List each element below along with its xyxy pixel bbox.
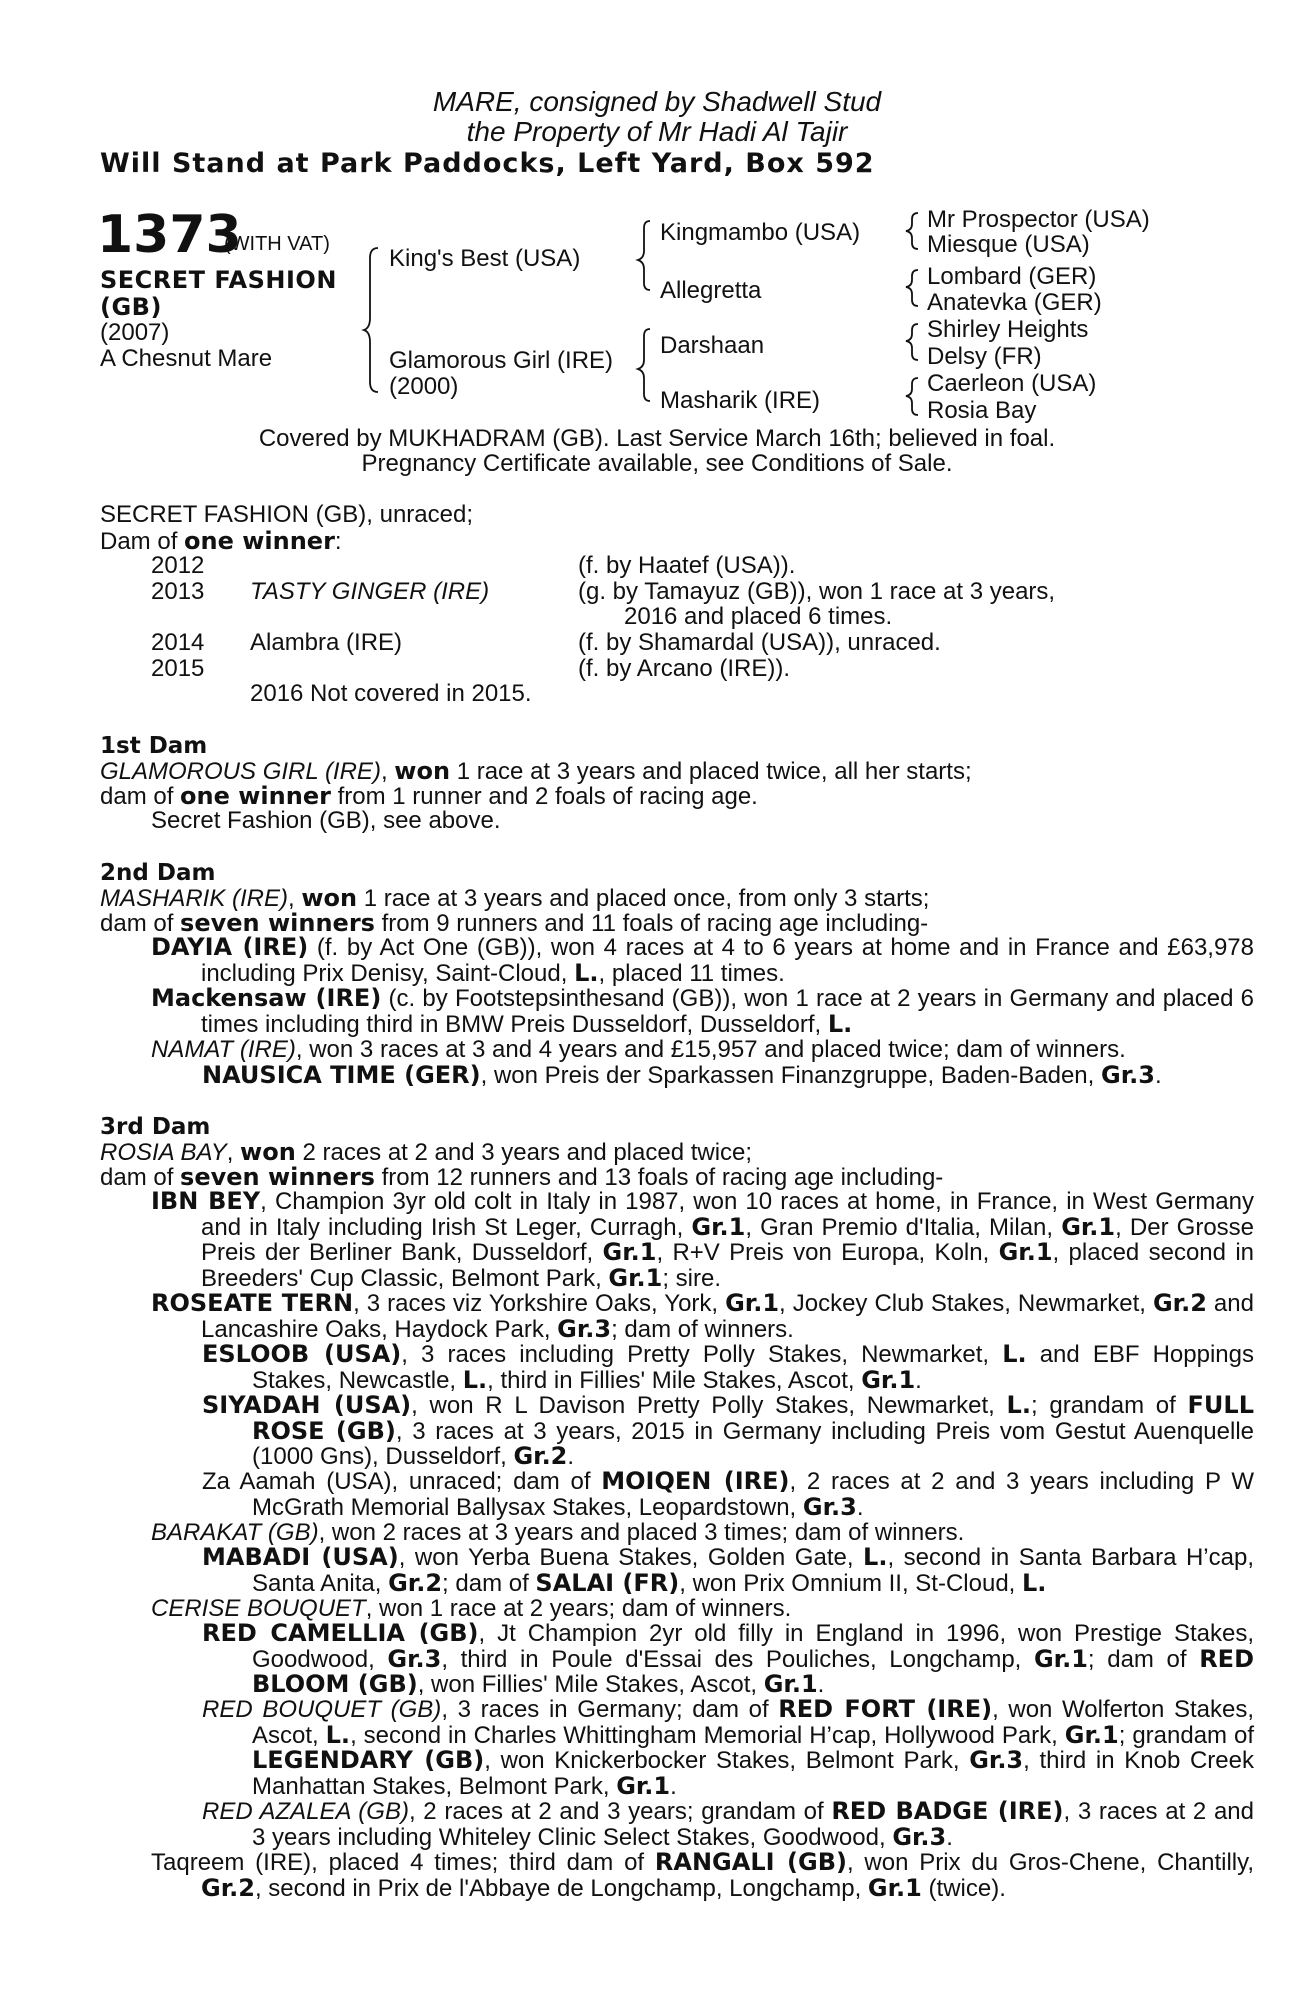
produce-year-2014: 2014: [151, 629, 205, 656]
entry-namat: NAMAT (IRE), won 3 races at 3 and 4 years and £15,957 and placed twice; dam of winners.: [151, 1036, 1126, 1063]
produce-intro: SECRET FASHION (GB), unraced;: [100, 501, 473, 528]
produce-details-2015: (f. by Arcano (IRE)).: [578, 655, 791, 682]
third-dam-heading: 3rd Dam: [100, 1114, 211, 1140]
entry-red-bouquet: RED BOUQUET (GB), 3 races in Germany; dam of RED FORT (IRE), won Wolferton Stakes, Ascot, L., second in Charles Whittingham Memorial H’cap, Hollywood Park, Gr.1; grandam of LEGENDARY (GB), won Knickerbocker Stakes, Belmont Park, Gr.3, third in Knob Creek Manhattan Stakes, Belmont Park, Gr.1.: [202, 1695, 1255, 1800]
pedigree-sire: King's Best (USA): [389, 245, 581, 272]
entry-dayia: DAYIA (IRE) (f. by Act One (GB)), won 4 races at 4 to 6 years at home and in France and £63,978 including Prix Denisy, Saint-Cloud, L., placed 11 times.: [151, 933, 1254, 987]
pedigree-sdd: Anatevka (GER): [927, 289, 1102, 316]
entry-siyadah: SIYADAH (USA), won R L Davison Pretty Polly Stakes, Newmarket, L.; grandam of FULL ROSE (GB), 3 races at 3 years, 2015 in Germany including Preis vom Gestut Auenquelle (1000 Gns), Dusseldorf, Gr.2.: [202, 1391, 1254, 1470]
pedigree-sire-sire: Kingmambo (USA): [660, 219, 861, 246]
pedigree-sds: Lombard (GER): [927, 263, 1097, 290]
covered-line-2: Pregnancy Certificate available, see Conditions of Sale.: [361, 450, 953, 477]
entry-mackensaw: Mackensaw (IRE) (c. by Footstepsinthesand (GB)), won 1 race at 2 years in Germany and placed 6 times including third in BMW Preis Dusseldorf, Dusseldorf, L.: [151, 984, 1255, 1038]
pedigree-dss: Shirley Heights: [927, 316, 1089, 343]
pedigree-dam-year: (2000): [389, 373, 459, 400]
produce-name-2014: Alambra (IRE): [250, 629, 403, 656]
pedigree-ssd: Miesque (USA): [927, 231, 1090, 258]
pedigree-dam: Glamorous Girl (IRE): [389, 347, 614, 374]
entry-barakat: BARAKAT (GB), won 2 races at 3 years and placed 3 times; dam of winners.: [151, 1519, 965, 1546]
entry-roseate-tern: ROSEATE TERN, 3 races viz Yorkshire Oaks, York, Gr.1, Jockey Club Stakes, Newmarket, Gr.2 and Lancashire Oaks, Haydock Park, Gr.3; dam of winners.: [151, 1289, 1254, 1343]
produce-details-2013: (g. by Tamayuz (GB)), won 1 race at 3 years,: [578, 578, 1056, 605]
header-line-1: MARE, consigned by Shadwell Stud: [432, 86, 882, 117]
pedigree-sire-dam: Allegretta: [660, 277, 762, 304]
vat-note: (WITH VAT): [224, 233, 330, 255]
pedigree-dam-dam: Masharik (IRE): [660, 387, 821, 414]
pedigree-ddd: Rosia Bay: [927, 397, 1037, 424]
entry-red-azalea: RED AZALEA (GB), 2 races at 2 and 3 years; grandam of RED BADGE (IRE), 3 races at 2 and 3 years including Whiteley Clinic Select Stakes, Goodwood, Gr.3.: [202, 1797, 1254, 1851]
pedigree-sss: Mr Prospector (USA): [927, 206, 1150, 233]
covered-line-1: Covered by MUKHADRAM (GB). Last Service March 16th; believed in foal.: [258, 425, 1056, 452]
entry-red-camellia: RED CAMELLIA (GB), Jt Champion 2yr old filly in England in 1996, won Prestige Stakes, Goodwood, Gr.3, third in Poule d'Essai des Pouliches, Longchamp, Gr.1; dam of RED BLOOM (GB), won Fillies' Mile Stakes, Ascot, Gr.1.: [202, 1619, 1254, 1698]
dam-of-line: Dam of one winner:: [100, 527, 342, 555]
horse-name: SECRET FASHION: [100, 266, 337, 294]
first-dam-line-1: GLAMOROUS GIRL (IRE), won 1 race at 3 years and placed twice, all her starts;: [100, 757, 972, 785]
produce-details-2013-cont: 2016 and placed 6 times.: [624, 603, 893, 630]
produce-year-2013: 2013: [151, 578, 205, 605]
first-dam-line-2: dam of one winner from 1 runner and 2 foals of racing age.: [100, 782, 758, 810]
third-dam-line-2: dam of seven winners from 12 runners and 13 foals of racing age including-: [100, 1163, 944, 1191]
first-dam-line-3: Secret Fashion (GB), see above.: [151, 807, 501, 834]
produce-year-2012: 2012: [151, 552, 205, 579]
pedigree-dds: Caerleon (USA): [927, 370, 1097, 397]
pedigree-dam-sire: Darshaan: [660, 332, 765, 359]
entry-esloob: ESLOOB (USA), 3 races including Pretty Polly Stakes, Newmarket, L. and EBF Hoppings Stakes, Newcastle, L., third in Fillies' Mile Stakes, Ascot, Gr.1.: [202, 1340, 1254, 1394]
entry-za-aamah: Za Aamah (USA), unraced; dam of MOIQEN (IRE), 2 races at 2 and 3 years including P W McGrath Memorial Ballysax Stakes, Leopardstown, Gr.3.: [202, 1467, 1254, 1521]
produce-details-2012: (f. by Haatef (USA)).: [578, 552, 796, 579]
first-dam-heading: 1st Dam: [100, 733, 208, 759]
horse-origin: (GB): [100, 293, 162, 321]
entry-mabadi: MABADI (USA), won Yerba Buena Stakes, Golden Gate, L., second in Santa Barbara H’cap, Santa Anita, Gr.2; dam of SALAI (FR), won Prix Omnium II, St-Cloud, L.: [202, 1543, 1254, 1597]
produce-note: 2016 Not covered in 2015.: [250, 680, 532, 707]
produce-details-2014: (f. by Shamardal (USA)), unraced.: [578, 629, 941, 656]
second-dam-heading: 2nd Dam: [100, 860, 216, 886]
entry-ibn-bey: IBN BEY, Champion 3yr old colt in Italy in 1987, won 10 races at home, in France, in West Germany and in Italy including Irish St Leger, Curragh, Gr.1, Gran Premio d'Italia, Milan, Gr.1, Der Grosse Preis der Berliner Bank, Dusseldorf, Gr.1, R+V Preis von Europa, Koln, Gr.1, placed second in Breeders' Cup Classic, Belmont Park, Gr.1; sire.: [151, 1187, 1255, 1292]
horse-year: (2007): [100, 319, 170, 346]
lot-number: 1373: [97, 205, 242, 265]
entry-taqreem: Taqreem (IRE), placed 4 times; third dam of RANGALI (GB), won Prix du Gros-Chene, Chantilly, Gr.2, second in Prix de l'Abbaye de Longchamp, Longchamp, Gr.1 (twice).: [151, 1848, 1255, 1902]
second-dam-line-1: MASHARIK (IRE), won 1 race at 3 years and placed once, from only 3 starts;: [100, 884, 930, 912]
second-dam-line-2: dam of seven winners from 9 runners and 11 foals of racing age including-: [100, 909, 929, 937]
produce-name-2013: TASTY GINGER (IRE): [250, 578, 490, 605]
header-line-2: the Property of Mr Hadi Al Tajir: [466, 116, 848, 147]
produce-year-2015: 2015: [151, 655, 205, 682]
third-dam-line-1: ROSIA BAY, won 2 races at 2 and 3 years and placed twice;: [100, 1138, 753, 1166]
entry-nausica: NAUSICA TIME (GER), won Preis der Sparkassen Finanzgruppe, Baden-Baden, Gr.3.: [202, 1061, 1162, 1089]
horse-description: A Chesnut Mare: [100, 345, 273, 372]
stand-location: Will Stand at Park Paddocks, Left Yard, Box 592: [100, 148, 875, 179]
entry-cerise-bouquet: CERISE BOUQUET, won 1 race at 2 years; dam of winners.: [151, 1595, 792, 1622]
pedigree-dsd: Delsy (FR): [927, 343, 1042, 370]
